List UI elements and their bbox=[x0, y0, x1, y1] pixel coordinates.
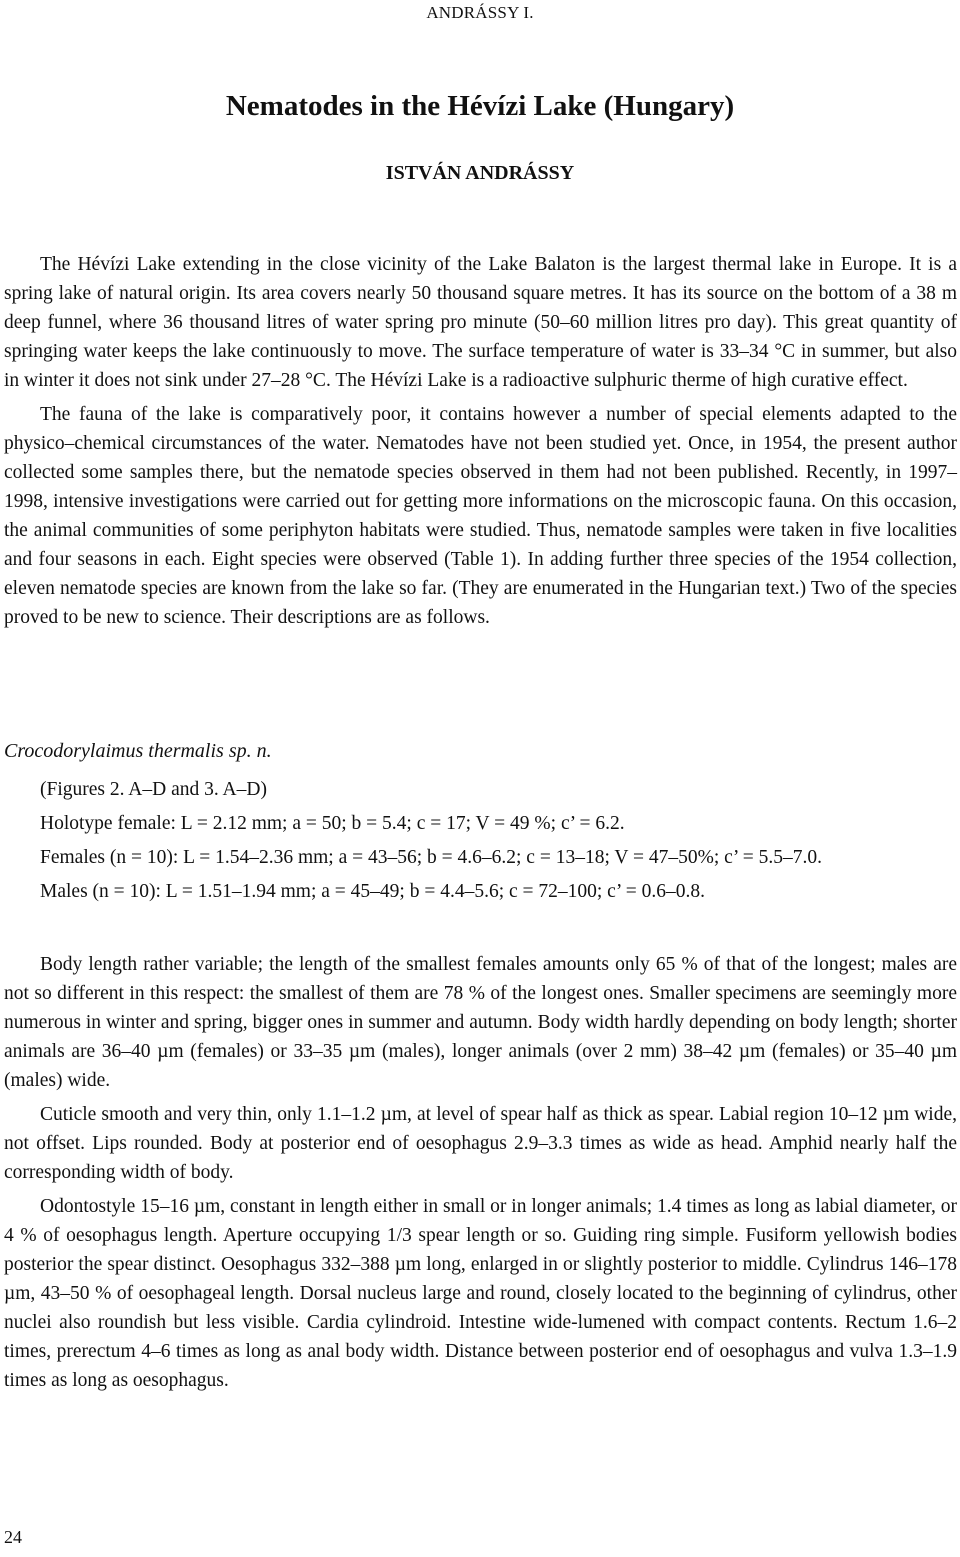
page-number: 24 bbox=[4, 1527, 22, 1547]
author-first-name: ISTVÁN bbox=[385, 162, 462, 184]
description-paragraph: Body length rather variable; the length of the smallest females amounts only 65 % of that of the longest; males are not so different in this respect: the smallest of them are 78 % of the longest ones. Smaller specimens are seemingly more numerous in winter and spring, bigger ones in summer and autumn. Body width hardly depending on body length; shorter animals are 36–40 µm (females) or 33–35 µm (males), longer animals (over 2 mm) 38–42 µm (females) or 35–40 µm (males) wide. bbox=[4, 954, 957, 1091]
article-title: Nematodes in the Hévízi Lake (Hungary) bbox=[225, 90, 735, 122]
intro-section bbox=[4, 250, 957, 632]
description-section bbox=[4, 950, 957, 1395]
females-measurements: Females (n = 10): L = 1.54–2.36 mm; a = 43–56; b = 4.6–6.2; c = 13–18; V = 47–50%; c’ = 5.5–7.0. bbox=[40, 847, 822, 868]
description-paragraph: Cuticle smooth and very thin, only 1.1–1.2 µm, at level of spear half as thick as spear. Labial region 10–12 µm wide, not offset. Lips rounded. Body at posterior end of oesophagus 2.9–3.3 times as wide as head. Amphid nearly half the corresponding width of body. bbox=[4, 1104, 957, 1183]
running-head: ANDRÁSSY I. bbox=[426, 3, 534, 22]
species-measurements bbox=[4, 775, 957, 906]
species-heading: Crocodorylaimus thermalis sp. n. bbox=[4, 740, 272, 762]
author-last-name: ANDRÁSSY bbox=[465, 162, 575, 184]
description-paragraph: Odontostyle 15–16 µm, constant in length either in small or in longer animals; 1.4 times as long as labial diameter, or 4 % of oesophagus length. Aperture occupying 1/3 spear length or so. Guiding ring simple. Fusiform yellowish bodies posterior the spear distinct. Oesophagus 332–388 µm long, enlarged in or slightly posterior to middle. Cylindrus 146–178 µm, 43–50 % of oesophageal length. Dorsal nucleus large and round, closely located to the beginning of cylindrus, other nuclei also roundish but less visible. Cardia cylindroid. Intestine wide-lumened with compact contents. Rectum 1.6–2 times, prerectum 4–6 times as long as anal body width. Distance between posterior end of oesophagus and vulva 1.3–1.9 times as long as oesophagus. bbox=[4, 1196, 957, 1391]
intro-paragraph: The fauna of the lake is comparatively poor, it contains however a number of special elements adapted to the physico–chemical circumstances of the water. Nematodes have not been studied yet. Once, in 1954, the present author collected some samples there, but the nematode species observed in them had not been published. Recently, in 1997–1998, intensive investigations were carried out for getting more informations on the microscopic fauna. On this occasion, the animal communities of some periphyton habitats were studied. Thus, nematode samples were taken in five localities and four seasons in each. Eight species were observed (Table 1). In adding further three species of the 1954 collection, eleven nematode species are known from the lake so far. (They are enumerated in the Hungarian text.) Two of the species proved to be new to science. Their descriptions are as follows. bbox=[4, 404, 957, 628]
figures-reference: (Figures 2. A–D and 3. A–D) bbox=[40, 779, 267, 800]
males-measurements: Males (n = 10): L = 1.51–1.94 mm; a = 45–49; b = 4.4–5.6; c = 72–100; c’ = 0.6–0.8. bbox=[40, 881, 705, 902]
author-line bbox=[0, 162, 960, 185]
intro-paragraph: The Hévízi Lake extending in the close vicinity of the Lake Balaton is the largest thermal lake in Europe. It is a spring lake of natural origin. Its area covers nearly 50 thousand square metres. It has its source on the bottom of a 38 m deep funnel, where 36 thousand litres of water spring pro minute (50–60 million litres pro day). This great quantity of springing water keeps the lake continuously to move. The surface temperature of water is 33–34 °C in summer, but also in winter it does not sink under 27–28 °C. The Hévízi Lake is a radioactive sulphuric therme of high curative effect. bbox=[4, 254, 957, 391]
holotype-measurements: Holotype female: L = 2.12 mm; a = 50; b = 5.4; c = 17; V = 49 %; c’ = 6.2. bbox=[40, 813, 625, 834]
